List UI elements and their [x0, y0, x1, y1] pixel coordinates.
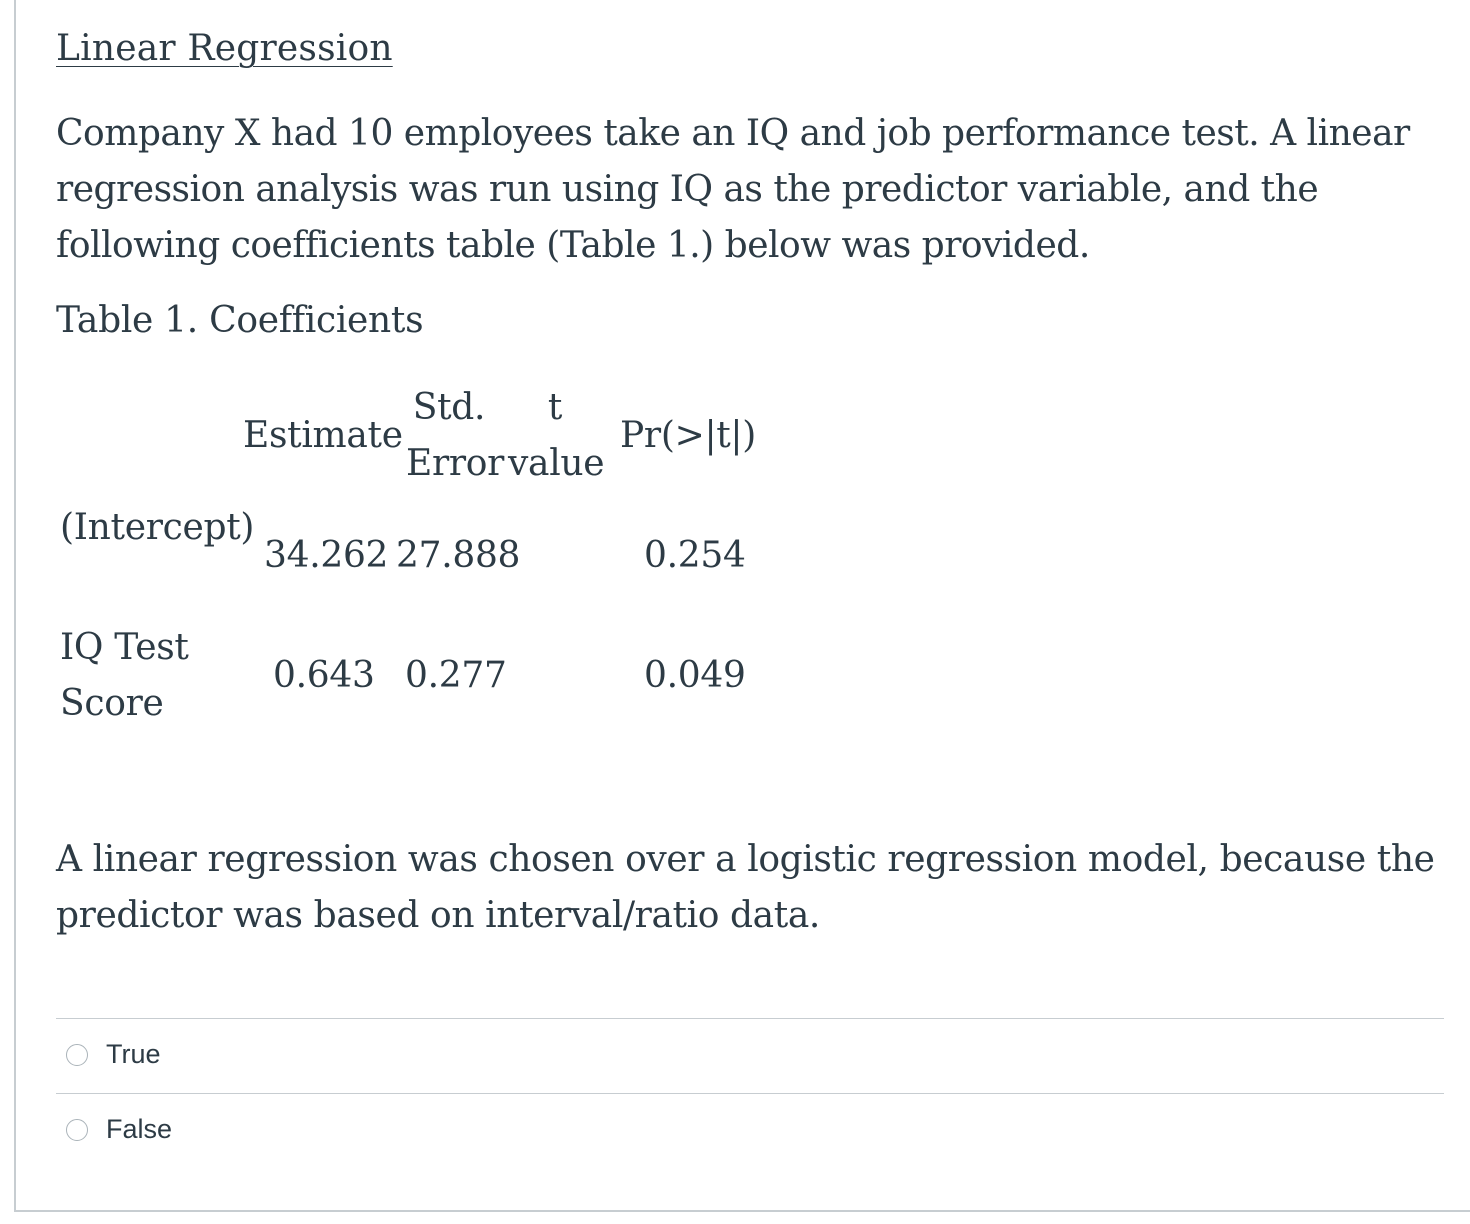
- row-iq-label-line2: Score: [60, 683, 164, 724]
- row-iq-std-error: 0.277: [405, 655, 507, 696]
- answer-label-true[interactable]: True: [106, 1039, 161, 1069]
- question-intro: Company X had 10 employees take an IQ and job performance test. A linear regression analysis was run using IQ as the predictor variable, and the following coefficients table (Table 1.) below was provided.: [56, 113, 1410, 266]
- row-intercept-p-value: 0.254: [644, 535, 746, 576]
- header-t-value-line2: value: [508, 443, 605, 484]
- row-intercept-std-error: 27.888: [396, 535, 521, 576]
- header-estimate: Estimate: [243, 415, 403, 456]
- header-t-value-line1: t: [547, 387, 563, 428]
- header-std-error-line2: Error: [406, 443, 505, 484]
- answer-option-true[interactable]: [56, 1018, 1444, 1093]
- row-iq-estimate: 0.643: [273, 655, 375, 696]
- row-intercept-estimate: 34.262: [264, 535, 389, 576]
- row-iq-p-value: 0.049: [644, 655, 746, 696]
- question-statement: A linear regression was chosen over a logistic regression model, because the predictor was based on interval/ratio data.: [56, 839, 1435, 936]
- radio-true[interactable]: [66, 1044, 88, 1066]
- answer-option-false[interactable]: [56, 1093, 1444, 1168]
- answer-label-false[interactable]: False: [106, 1114, 173, 1144]
- answer-list: [56, 1018, 1444, 1168]
- question-title: Linear Regression: [56, 28, 393, 69]
- radio-false[interactable]: [66, 1119, 88, 1141]
- row-iq-label-line1: IQ Test: [60, 627, 189, 668]
- row-intercept-label: (Intercept): [60, 507, 255, 548]
- table-caption: Table 1. Coefficients: [56, 300, 424, 341]
- header-std-error-line1: Std.: [412, 387, 486, 428]
- header-p-value: Pr(>|t|): [620, 415, 757, 456]
